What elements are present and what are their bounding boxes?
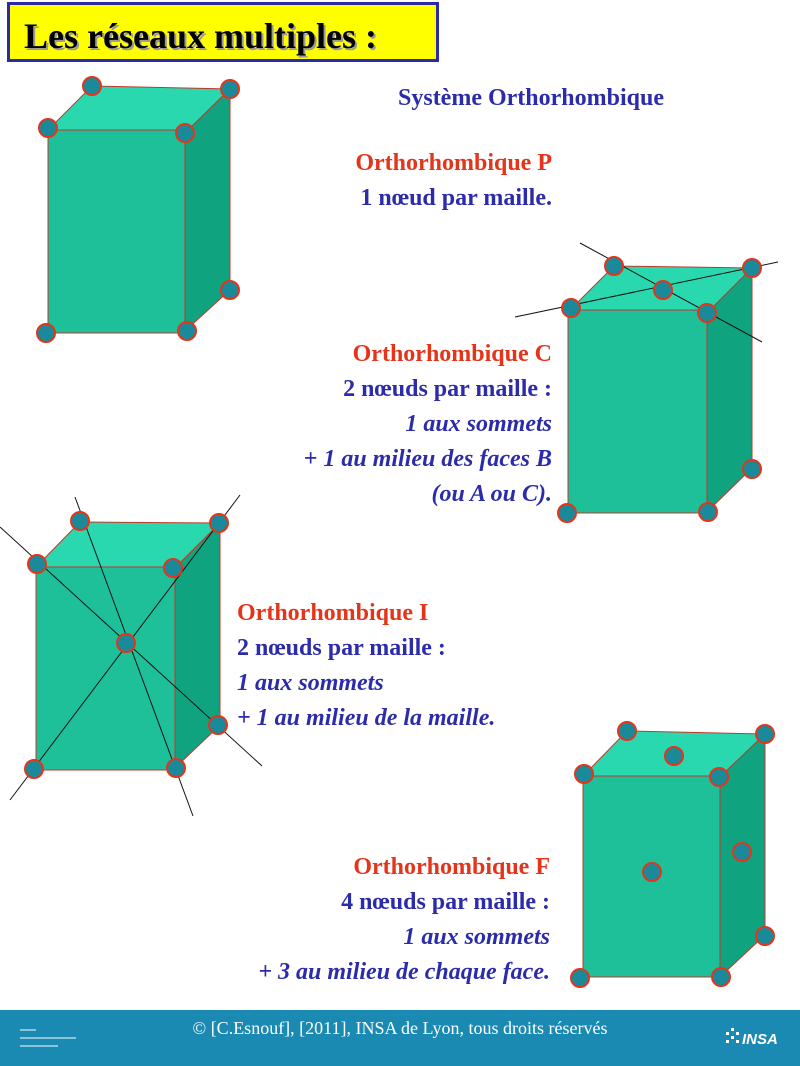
node <box>743 259 761 277</box>
footer-bar <box>0 1010 800 1066</box>
node <box>571 969 589 987</box>
node <box>756 725 774 743</box>
block-i-name: Orthorhombique I <box>237 600 429 626</box>
block-c-line-1: 2 nœuds par maille : <box>343 376 552 402</box>
node <box>712 968 730 986</box>
node <box>221 80 239 98</box>
node <box>209 716 227 734</box>
node <box>37 324 55 342</box>
block-c-line-4: (ou A ou C). <box>431 481 552 507</box>
node <box>117 634 135 652</box>
node <box>178 322 196 340</box>
block-c-line-3: + 1 au milieu des faces B <box>303 446 552 472</box>
node <box>562 299 580 317</box>
node <box>710 768 728 786</box>
node <box>665 747 683 765</box>
node <box>210 514 228 532</box>
block-p-name: Orthorhombique P <box>355 150 552 176</box>
node <box>699 503 717 521</box>
node <box>558 504 576 522</box>
insa-logo-text: INSA <box>742 1031 778 1048</box>
node <box>618 722 636 740</box>
node <box>164 559 182 577</box>
node <box>39 119 57 137</box>
node <box>83 77 101 95</box>
block-f-line-3: + 3 au milieu de chaque face. <box>258 959 550 985</box>
cell-f <box>571 722 774 987</box>
cell-c <box>515 243 778 522</box>
node <box>28 555 46 573</box>
block-f-line-2: 1 aux sommets <box>403 924 550 950</box>
insa-logo <box>722 1020 786 1056</box>
block-c-name: Orthorhombique C <box>352 341 552 367</box>
node <box>167 759 185 777</box>
node <box>575 765 593 783</box>
node <box>698 304 716 322</box>
node <box>605 257 623 275</box>
block-f-line-1: 4 nœuds par maille : <box>341 889 550 915</box>
cell-p <box>37 77 239 342</box>
node <box>643 863 661 881</box>
block-i-line-1: 2 nœuds par maille : <box>237 635 446 661</box>
node <box>221 281 239 299</box>
block-f-name: Orthorhombique F <box>353 854 550 880</box>
block-p-line-1: 1 nœud par maille. <box>360 185 552 211</box>
block-i-line-2: 1 aux sommets <box>237 670 384 696</box>
node <box>733 843 751 861</box>
node <box>743 460 761 478</box>
node <box>654 281 672 299</box>
node <box>176 124 194 142</box>
slide-title: Les réseaux multiples : <box>24 16 377 56</box>
node <box>25 760 43 778</box>
block-c-line-2: 1 aux sommets <box>405 411 552 437</box>
copyright-text: © [C.Esnouf], [2011], INSA de Lyon, tous droits réservés <box>192 1018 608 1038</box>
node <box>756 927 774 945</box>
node <box>71 512 89 530</box>
cell-i <box>0 495 262 816</box>
subtitle: Système Orthorhombique <box>398 85 664 111</box>
block-i-line-3: + 1 au milieu de la maille. <box>237 705 496 731</box>
